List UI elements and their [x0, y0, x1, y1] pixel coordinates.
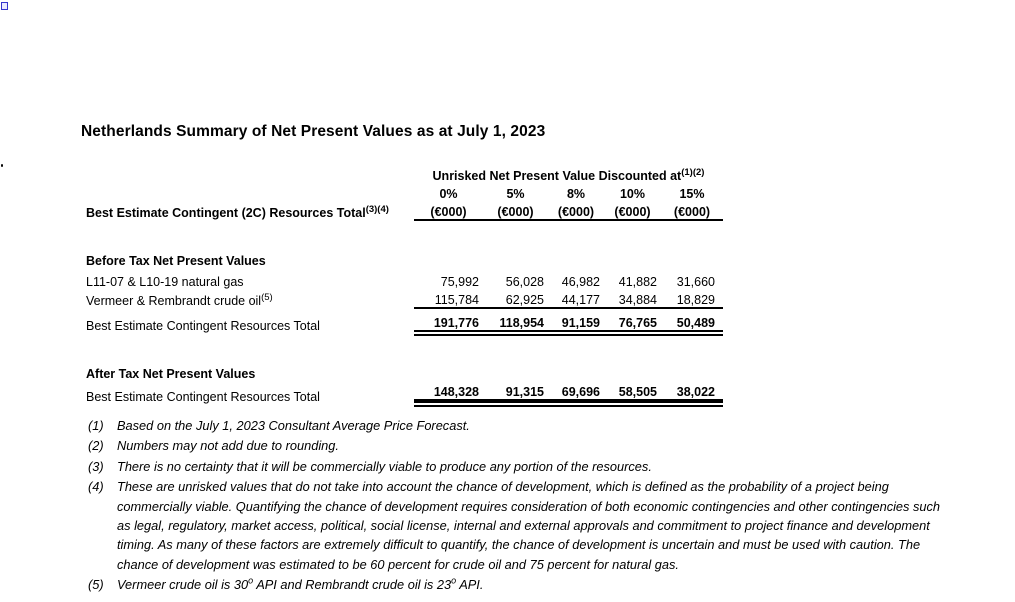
column-group-header-text: Unrisked Net Present Value Discounted at: [432, 169, 682, 183]
unit-header: (€000): [414, 201, 483, 220]
value-cell: 50,489: [661, 308, 723, 333]
unit-header: (€000): [483, 201, 548, 220]
footnote-text: There is no certainty that it will be commercially viable to produce any portion of the resources.: [117, 458, 652, 474]
footnote-text: Based on the July 1, 2023 Consultant Average Price Forecast.: [117, 418, 470, 433]
footnote-text: Vermeer crude oil is 30$^o$ API and Rembrandt crude oil is 23$^o$ API.: [117, 575, 484, 593]
discount-rate-header-10: 10%: [619, 187, 646, 201]
degree-api-superscript: o: [451, 575, 457, 586]
table-row: [86, 160, 723, 183]
total-row-after-tax: [86, 381, 723, 404]
footnote-line: timing. As many of these factors are extremely difficult to quantify, the chance of development is uncertain and must be used with caution. The: [117, 537, 921, 553]
spacer-row: [86, 220, 723, 247]
broken-image-placeholder-icon: [1, 2, 8, 10]
page-title: Netherlands Summary of Net Present Values as at July 1, 2023: [81, 123, 546, 140]
footnote-number: (4): [88, 479, 104, 495]
footnote-5: [88, 575, 1001, 594]
section-heading-after-tax: After Tax Net Present Values: [86, 367, 256, 381]
value-cell: 58,505: [604, 381, 661, 404]
footnote-3: [88, 457, 1001, 476]
row-label: L11-07 & L10-19 natural gas: [86, 275, 244, 289]
value-cell: 69,696: [548, 381, 604, 404]
row-label: Best Estimate Contingent Resources Total: [86, 390, 320, 404]
table-row: [86, 201, 723, 220]
report-content: [81, 123, 1001, 596]
spacer-row: [86, 333, 723, 360]
footnotes: [88, 416, 1001, 595]
unit-header: (€000): [604, 201, 661, 220]
row-label: Best Estimate Contingent Resources Total: [86, 319, 320, 333]
section-heading-row: [86, 360, 723, 381]
footnote-line: These are unrisked values that do not take into account the chance of development, which is defined as the probability of a project being: [117, 479, 889, 495]
value-cell: 31,660: [676, 275, 715, 289]
value-cell: 118,954: [483, 308, 548, 333]
row-label-superscript: (5): [261, 291, 273, 303]
row-label-header-text: Best Estimate Contingent (2C) Resources Total: [86, 206, 366, 220]
footnote-line: commercially viable. Quantifying the chance of development requires consideration of both economic contingencies and other contingencies such: [117, 498, 941, 514]
value-cell: 191,776: [414, 308, 483, 333]
value-cell: 34,884: [604, 289, 661, 308]
discount-rate-header-8: 8%: [566, 187, 586, 201]
footnote-number: (1): [88, 418, 104, 433]
footnote-line: chance of development was estimated to be 60 percent for crude oil and 75 percent for natural gas.: [117, 556, 679, 572]
footnote-text: [117, 477, 940, 574]
value-cell: 75,992: [440, 275, 479, 289]
footnote-2: [88, 436, 1001, 455]
row-label-header-superscript: (3)(4): [365, 203, 389, 215]
value-cell: 148,328: [414, 381, 483, 404]
footnote-number: (5): [88, 577, 104, 593]
value-cell: 38,022: [661, 381, 723, 404]
section-heading-before-tax: Before Tax Net Present Values: [86, 254, 266, 268]
value-cell: 62,925: [483, 289, 548, 308]
footnote-1: [88, 416, 1001, 435]
row-label: Vermeer & Rembrandt crude oil$^{(5)}$: [86, 291, 273, 308]
footnote-number: (3): [88, 458, 104, 474]
footnote-4: [88, 477, 1001, 574]
npv-table: [86, 160, 723, 407]
value-cell: 18,829: [661, 289, 723, 308]
footnote-number: (2): [88, 438, 104, 454]
table-row: [86, 268, 723, 289]
value-cell: 46,982: [561, 275, 600, 289]
discount-rate-header-0: 0%: [439, 187, 458, 201]
discount-rate-header-5: 5%: [506, 187, 525, 201]
column-group-header: [414, 160, 723, 183]
section-heading-row: [86, 247, 723, 268]
value-cell: 91,159: [548, 308, 604, 333]
table-row: [86, 183, 723, 201]
footnote-line: as legal, regulatory, market access, political, social license, internal and external approvals and commitment to project finance and development: [117, 518, 930, 534]
row-label-header: [86, 201, 414, 220]
column-group-header-superscript: (1)(2): [681, 166, 705, 178]
discount-rate-header-15: 15%: [679, 187, 705, 201]
value-cell: 41,882: [618, 275, 657, 289]
value-cell: 44,177: [548, 289, 604, 308]
unit-header: (€000): [548, 201, 604, 220]
value-cell: 76,765: [604, 308, 661, 333]
degree-api-superscript: o: [248, 575, 254, 586]
total-row-before-tax: [86, 308, 723, 333]
stray-period-dot: [1, 164, 3, 167]
unit-header: (€000): [661, 201, 723, 220]
value-cell: 56,028: [505, 275, 544, 289]
table-row: [86, 289, 723, 308]
footnote-text: Numbers may not add due to rounding.: [117, 438, 339, 454]
value-cell: 115,784: [414, 289, 483, 308]
value-cell: 91,315: [483, 381, 548, 404]
